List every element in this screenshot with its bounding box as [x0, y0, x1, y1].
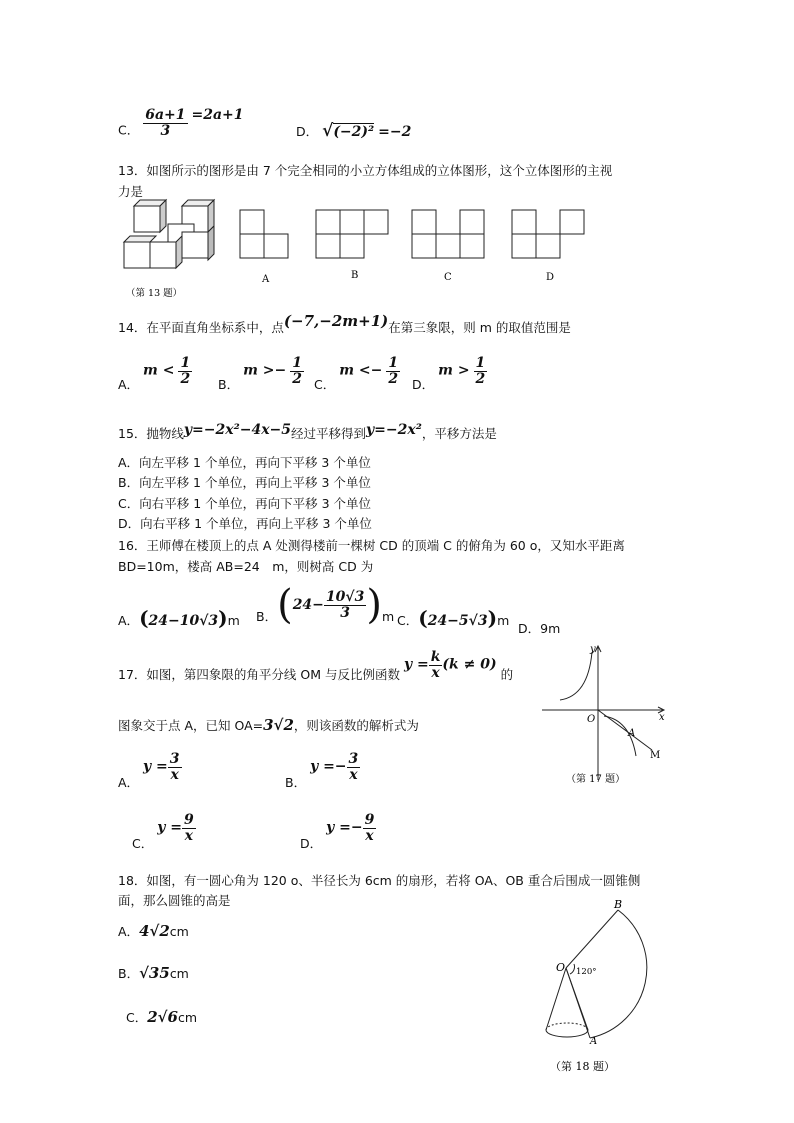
q17-d-label: D． — [300, 835, 323, 851]
q15-stem-prefix: 15．抛物线 — [118, 426, 184, 441]
q12-d-radical: √(−2)² — [322, 121, 375, 141]
q17-a-fraction — [168, 752, 182, 782]
q14-b-num: 1 — [292, 355, 302, 371]
q18-cone-left — [546, 968, 566, 1030]
q17-d-lhs: y =− — [326, 819, 363, 836]
q17-c-num: 9 — [183, 812, 194, 828]
q12-c-rhs: =2a+1 — [191, 106, 244, 123]
q16-stem-line2: BD=10m，楼高 AB=24 m，则树高 CD 为 — [118, 559, 374, 574]
q16-stem-line1: 16．王师傅在楼顶上的点 A 处测得楼前一棵树 CD 的顶端 C 的俯角为 60 o，又知水平距离 — [118, 538, 625, 553]
q18-stem-line1: 18．如图，有一圆心角为 120 o、半径长为 6cm 的扇形，若将 OA、OB 重合后围成一圆锥侧 — [118, 873, 641, 888]
q13-option-a-view — [240, 210, 288, 258]
q13-stem-line1: 13．如图所示的图形是由 7 个完全相同的小立方体组成的立体图形，这个立体图形的主视 — [118, 163, 613, 178]
q18-b-expr: √35 — [139, 964, 170, 982]
q14-stem-prefix: 14．在平面直角坐标系中，点 — [118, 320, 284, 335]
q12-option-d — [296, 121, 411, 141]
q16-b-num: 10√3 — [325, 588, 365, 605]
q14-d-num: 1 — [475, 355, 486, 371]
q17-b-lhs: y =− — [310, 758, 347, 775]
q17-func-num: k — [430, 649, 441, 665]
q12-c-fraction — [143, 108, 187, 138]
q12-d-radicand: (−2)² — [333, 124, 375, 140]
q18-figure — [534, 898, 664, 1078]
q17-line2-suffix: ，则该函数的解析式为 — [293, 718, 419, 733]
q14-c-label: C． — [314, 376, 336, 392]
q18-option-b — [118, 964, 189, 982]
q17-option-a — [118, 751, 182, 790]
q18-a-label: A． — [118, 924, 140, 939]
q17-c-fraction — [182, 813, 196, 843]
q14-a-lhs: m < — [143, 362, 175, 379]
q14-d-lhs: m > — [438, 362, 470, 379]
q14-d-fraction — [474, 356, 488, 386]
q16-option-a — [118, 606, 240, 630]
q18-point-a-label: A — [590, 1036, 598, 1047]
q17-b-den: x — [349, 766, 358, 783]
q17-d-fraction — [363, 813, 377, 843]
q16-b-den: 3 — [340, 604, 350, 621]
q16-b-unit: m — [381, 608, 395, 624]
q13-option-d: D — [546, 272, 555, 283]
q14-d-label: D． — [412, 376, 435, 392]
q17-caption: （第 17 题） — [566, 774, 626, 785]
q16-b-lparen: ( — [277, 582, 293, 628]
q18-cone-base-front — [546, 1030, 588, 1037]
q14-option-c — [314, 355, 400, 392]
q18-c-unit: cm — [177, 1010, 198, 1025]
q12-option-c — [118, 108, 244, 138]
q17-d-num: 9 — [364, 812, 375, 828]
q17-c-den: x — [184, 827, 194, 844]
q18-point-o-label: O — [556, 961, 566, 974]
q13-figure — [116, 198, 596, 302]
q14-a-num: 1 — [180, 355, 191, 371]
q16-a-label: A． — [118, 613, 140, 628]
q17-func-den: x — [431, 664, 440, 681]
q16-b-label: B． — [256, 608, 278, 624]
q17-a-lhs: y = — [143, 758, 168, 775]
q18-b-unit: cm — [169, 966, 189, 981]
q17-stem-suffix: 的 — [500, 666, 514, 682]
q14-stem-suffix: 在第三象限，则 m 的取值范围是 — [388, 320, 571, 335]
q15-option-c: C．向右平移 1 个单位，再向下平移 3 个单位 — [118, 496, 372, 511]
q16-option-c — [397, 606, 509, 630]
q16-b-rparen: ) — [366, 582, 382, 628]
q16-c-unit: m — [497, 613, 510, 628]
q17-option-d — [300, 812, 376, 851]
q15-option-d: D．向右平移 1 个单位，再向上平移 3 个单位 — [118, 516, 372, 531]
q13-cube-solid — [124, 200, 214, 268]
q18-angle-mark — [570, 964, 575, 974]
q16-c-rparen: ) — [487, 606, 498, 630]
q16-b-fraction — [324, 590, 366, 620]
q16-option-b — [256, 582, 394, 628]
q18-c-label: C． — [126, 1010, 148, 1025]
q17-figure — [540, 640, 670, 790]
q16-a-rparen: ) — [218, 606, 228, 630]
q18-b-label: B． — [118, 966, 140, 981]
q15-option-b: B．向左平移 1 个单位，再向上平移 3 个单位 — [118, 475, 371, 490]
q17-a-den: x — [170, 766, 179, 783]
q16-b-lead: 24− — [292, 597, 324, 613]
q16-c-lparen: ( — [418, 606, 428, 630]
q14-c-lhs: m <− — [339, 362, 383, 379]
q14-a-fraction — [178, 356, 192, 386]
q17-b-label: B． — [285, 774, 307, 790]
q18-cone-right — [566, 968, 588, 1030]
q16-c-expr: 24−5√3 — [427, 613, 488, 629]
q18-a-unit: cm — [169, 924, 189, 939]
q17-func-fraction — [429, 650, 443, 680]
q14-option-a — [118, 355, 192, 392]
q17-point-a-label: A — [628, 728, 636, 739]
q14-b-fraction — [290, 356, 304, 386]
q14-b-lhs: m >− — [243, 362, 287, 379]
q14-c-num: 1 — [388, 355, 399, 371]
q18-option-a — [118, 922, 189, 940]
q16-c-label: C． — [397, 613, 419, 628]
q18-point-b-label: B — [614, 898, 623, 911]
q13-option-c-view — [412, 210, 484, 258]
q14-b-label: B． — [218, 376, 240, 392]
q17-b-num: 3 — [348, 751, 359, 767]
q17-option-c — [132, 812, 196, 851]
q17-stem-line1 — [118, 650, 513, 680]
q14-c-fraction — [386, 356, 400, 386]
q15-stem-mid: 经过平移得到 — [291, 426, 367, 441]
q17-line2-prefix: 图象交于点 A，已知 OA= — [118, 718, 264, 733]
q12-c-numerator: 6a+1 — [145, 107, 186, 123]
q18-radius-ob — [566, 910, 618, 968]
q13-caption: （第 13 题） — [126, 288, 183, 299]
q17-line-om — [598, 710, 652, 750]
q17-stem-prefix: 17．如图，第四象限的角平分线 OM 与反比例函数 — [118, 666, 400, 682]
q16-a-unit: m — [227, 613, 240, 628]
q17-axis-x-label: x — [659, 712, 665, 723]
q17-c-label: C． — [132, 835, 154, 851]
q17-curve-q2 — [560, 652, 592, 700]
q12-d-rhs: =−2 — [378, 124, 412, 140]
q13-option-a: A — [262, 274, 270, 285]
q18-a-expr: 4√2 — [139, 922, 170, 940]
q18-angle-label: 120° — [576, 967, 597, 977]
q13-option-b: B — [351, 270, 359, 281]
q18-option-c — [126, 1008, 197, 1026]
q12-c-label: C． — [118, 122, 140, 138]
q12-d-label: D． — [296, 124, 319, 139]
q15-stem-suffix: ，平移方法是 — [421, 426, 497, 441]
q17-func-lhs: y = — [403, 656, 429, 673]
q18-c-expr: 2√6 — [147, 1008, 178, 1026]
q14-d-den: 2 — [475, 370, 486, 387]
q13-option-c: C — [444, 272, 452, 283]
q18-cone-base-back — [546, 1023, 588, 1030]
q17-d-den: x — [365, 827, 374, 844]
q17-b-fraction — [347, 752, 361, 782]
q13-option-b-view — [316, 210, 388, 258]
q16-option-d: D．9m — [518, 621, 561, 636]
q15-stem — [118, 424, 497, 442]
q17-a-num: 3 — [169, 751, 180, 767]
q14-c-den: 2 — [388, 370, 399, 387]
q15-eq1: y=−2x²−4x−5 — [183, 422, 292, 438]
q17-option-b — [285, 751, 360, 790]
q15-option-a: A．向左平移 1 个单位，再向下平移 3 个单位 — [118, 455, 371, 470]
q14-stem — [118, 312, 571, 336]
q17-origin-label: O — [587, 714, 596, 725]
q14-option-d — [412, 355, 487, 392]
q17-c-lhs: y = — [157, 819, 182, 836]
q17-axis-y-label: y — [590, 644, 596, 655]
q14-option-b — [218, 355, 304, 392]
q17-stem-line2 — [118, 716, 419, 734]
q13-stem-line2: 力是 — [118, 184, 144, 199]
q18-sector-arc — [590, 910, 647, 1038]
q17-func-cond: (k ≠ 0) — [442, 656, 497, 673]
q18-stem-line2: 面，那么圆锥的高是 — [118, 893, 231, 908]
q15-eq2: y=−2x² — [366, 422, 422, 438]
q14-b-den: 2 — [292, 370, 302, 387]
q17-a-label: A． — [118, 774, 140, 790]
q13-option-d-view — [512, 210, 584, 258]
q14-a-label: A． — [118, 376, 140, 392]
q14-a-den: 2 — [180, 370, 191, 387]
q18-caption: （第 18 题） — [550, 1060, 615, 1073]
q16-a-expr: 24−10√3 — [148, 613, 219, 629]
q17-point-m-label: M — [650, 750, 661, 761]
q12-c-denominator: 3 — [160, 122, 171, 139]
q14-point: (−7,−2m+1) — [283, 312, 389, 330]
q16-a-lparen: ( — [139, 606, 149, 630]
q17-oa-value: 3√2 — [263, 716, 294, 734]
